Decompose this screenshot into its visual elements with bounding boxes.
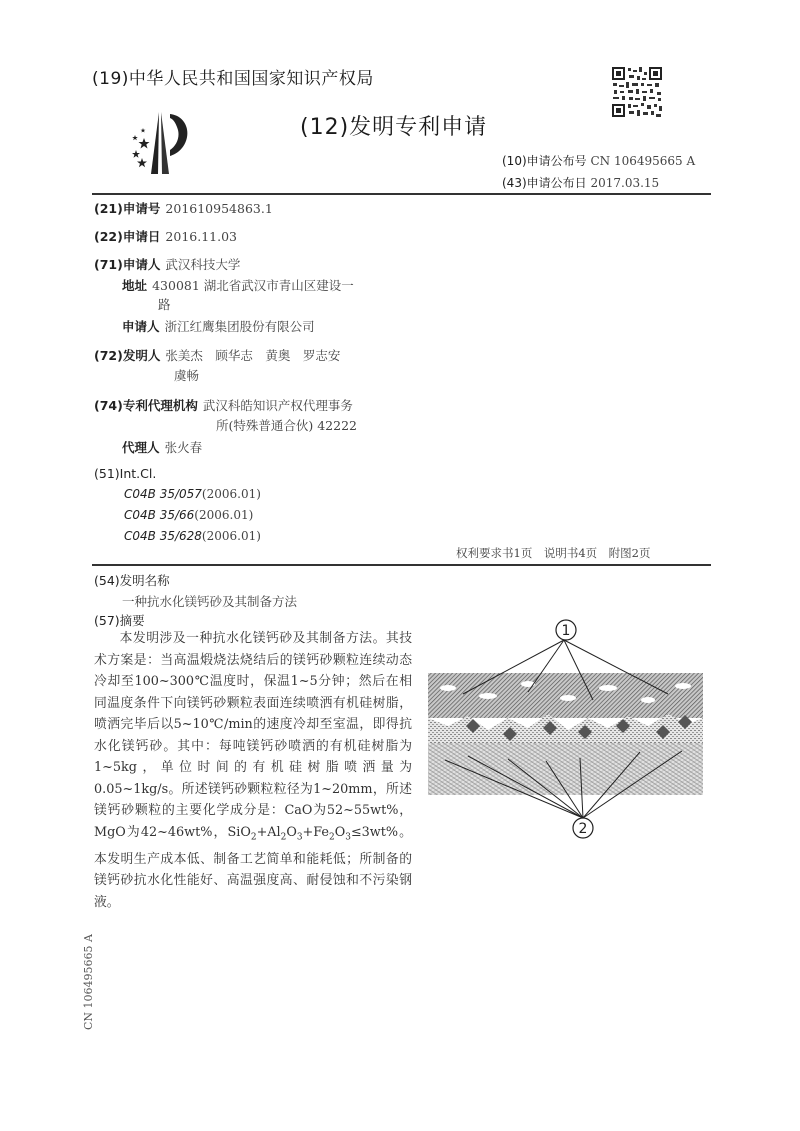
ipc-version: (2006.01) xyxy=(201,487,261,501)
address-line2: 路 xyxy=(158,297,171,312)
ipc-entry xyxy=(124,508,253,522)
application-date-row xyxy=(94,226,237,245)
invention-title-label: (54)发明名称 xyxy=(94,573,170,588)
applicant-label: (71)申请人 xyxy=(94,257,161,272)
callout-1-label: 1 xyxy=(561,623,571,639)
formula-sio2: $SiO_2+Al_2O_3+Fe_2O_3$ xyxy=(227,824,351,843)
abstract-figure xyxy=(418,618,708,843)
publication-number-row xyxy=(502,152,695,169)
applicant2-label: 申请人 xyxy=(122,319,160,334)
applicant2: 浙江红鹰集团股份有限公司 xyxy=(164,319,315,334)
ipc-entry xyxy=(124,529,261,543)
publication-date-label: (43)申请公布日 xyxy=(502,176,587,190)
publication-number-label: (10)申请公布号 xyxy=(502,154,587,168)
qr-code-icon xyxy=(611,66,663,118)
ipc-label: (51)Int.Cl. xyxy=(94,466,157,481)
inventors-line2: 虞畅 xyxy=(174,368,200,383)
invention-title: 一种抗水化镁钙砂及其制备方法 xyxy=(122,594,298,609)
ipc-code: C04B 35/66 xyxy=(124,508,195,522)
agency-line1: 武汉科皓知识产权代理事务 xyxy=(202,398,353,413)
substrate-layer xyxy=(428,743,703,795)
publication-date-row xyxy=(502,174,659,191)
inventors-row xyxy=(94,345,340,364)
ipc-code: C04B 35/057 xyxy=(124,487,202,501)
publication-number: CN 106495665 A xyxy=(590,154,696,168)
agent-row xyxy=(122,437,202,456)
applicant: 武汉科技大学 xyxy=(165,257,241,272)
ipc-code: C04B 35/628 xyxy=(124,529,202,543)
application-date: 2016.11.03 xyxy=(165,229,237,244)
agency-line2: 所(特殊普通合伙) 42222 xyxy=(216,418,357,433)
ipc-version: (2006.01) xyxy=(194,508,254,522)
ipc-entry xyxy=(124,487,261,501)
address-label: 地址 xyxy=(122,278,148,293)
microstructure-figure xyxy=(418,618,708,843)
inventors-line1: 张美杰 顾华志 黄奥 罗志安 xyxy=(165,348,341,363)
agency-row xyxy=(94,395,353,414)
side-publication-number: CN 106495665 A xyxy=(82,934,95,1030)
agency-label: (74)专利代理机构 xyxy=(94,398,198,413)
application-number-label: (21)申请号 xyxy=(94,201,161,216)
application-number: 201610954863.1 xyxy=(165,201,273,216)
applicant-row xyxy=(94,254,240,273)
publication-date: 2017.03.15 xyxy=(590,176,660,190)
abstract-text xyxy=(94,628,412,913)
qr-code xyxy=(611,66,663,118)
office-name: (19)中华人民共和国国家知识产权局 xyxy=(92,69,374,89)
header-divider xyxy=(92,193,711,195)
agent-label: 代理人 xyxy=(122,440,160,455)
page-count: 权利要求书1页 说明书4页 附图2页 xyxy=(456,546,651,560)
address-row xyxy=(122,275,354,294)
address-line1: 430081 湖北省武汉市青山区建设一 xyxy=(152,278,354,293)
inventors-label: (72)发明人 xyxy=(94,348,161,363)
agent: 张火春 xyxy=(164,440,203,455)
abstract-conclusion: ≤3wt%。本发明生产成本低、制备工艺简单和能耗低；所制备的镁钙砂抗水化性能好、高温强度高、耐侵蚀和不污染钢液。 xyxy=(94,824,412,910)
cnipa-logo xyxy=(126,108,196,178)
biblio-divider xyxy=(92,564,711,566)
applicant2-row xyxy=(122,316,315,335)
cnipa-logo-icon xyxy=(126,108,196,178)
application-date-label: (22)申请日 xyxy=(94,229,161,244)
abstract-body: 本发明涉及一种抗水化镁钙砂及其制备方法。其技术方案是：当高温煅烧法烧结后的镁钙砂颗粒连续动态冷却至100~300℃温度时，保温1~5分钟；然后在相同温度条件下向镁钙砂颗粒表面连续喷洒有机硅树脂，喷洒完毕后以5~10℃/min的速度冷却至室温，即得抗水化镁钙砂。其中：每吨镁钙砂喷洒的有机硅树脂为1~5kg，单位时间的有机硅树脂喷洒量为0.05~1kg/s。所述镁钙砂颗粒粒径为1~20mm，所述镁钙砂颗粒的主要化学成分是：CaO为52~55wt%，MgO为42~46wt%， xyxy=(94,631,412,840)
ipc-version: (2006.01) xyxy=(201,529,261,543)
callout-2-label: 2 xyxy=(578,821,588,837)
abstract-label: (57)摘要 xyxy=(94,613,145,628)
document-type: (12)发明专利申请 xyxy=(300,115,488,140)
application-number-row xyxy=(94,198,273,217)
